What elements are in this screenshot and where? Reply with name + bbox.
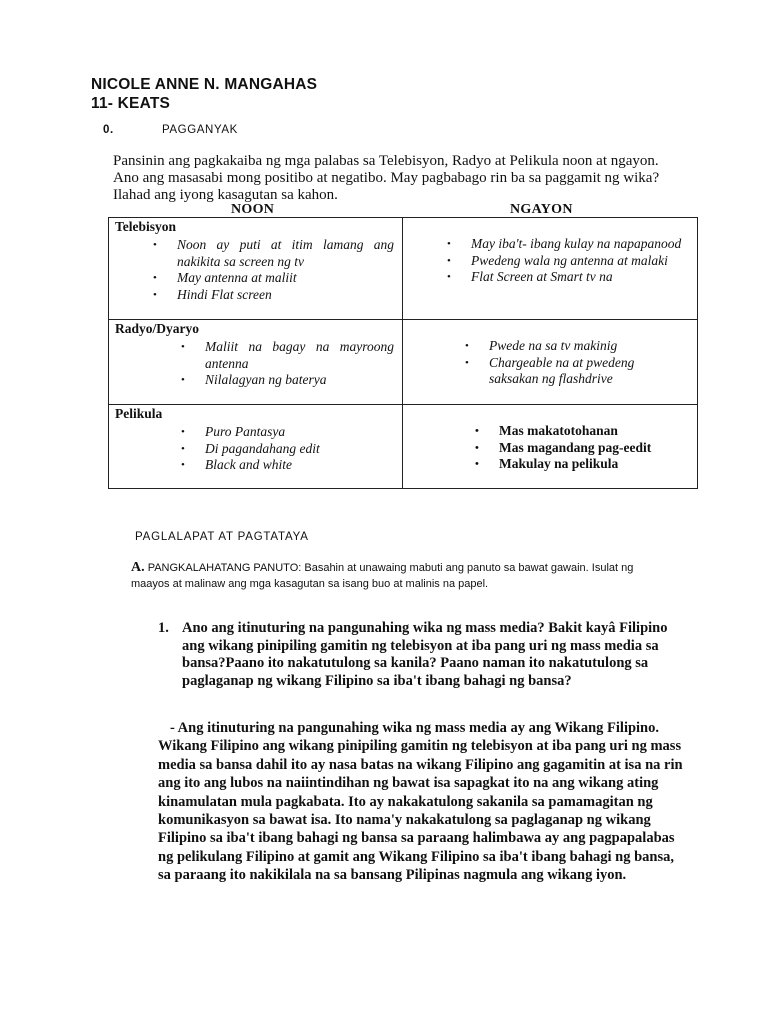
panuto-text: Basahin at unawaing mabuti ang panuto sa bawat gawain. Isulat ng maayos at malinaw ang mga kasagutan sa isang buo at malinis na papel. — [131, 562, 634, 590]
question-number: 1. — [158, 620, 169, 636]
pagganyak-title: PAGGANYAK — [162, 124, 238, 136]
list-item: • Chargeable na at pwedeng saksakan ng flashdrive — [489, 355, 687, 388]
list-item: • May iba't- ibang kulay na napapanood — [471, 236, 687, 253]
list-item: • Di pagandahang edit — [205, 441, 394, 458]
list-item: • Mas magandang pag-eedit — [499, 440, 687, 457]
list-noon-telebisyon — [177, 237, 394, 303]
list-item: • May antenna at maliit — [177, 270, 394, 287]
list-noon-radyo — [205, 339, 394, 389]
list-item: • Nilalagyan ng baterya — [205, 372, 394, 389]
table-row-pelikula — [109, 405, 698, 489]
student-header — [91, 75, 317, 113]
pagganyak-number: 0. — [103, 124, 114, 136]
list-item: • Flat Screen at Smart tv na — [471, 269, 687, 286]
paglalapat-heading: PAGLALAPAT AT PAGTATAYA — [135, 531, 309, 543]
table-row-telebisyon — [109, 218, 698, 320]
list-item: • Hindi Flat screen — [177, 287, 394, 304]
list-noon-pelikula — [205, 424, 394, 474]
list-item: • Makulay na pelikula — [499, 456, 687, 473]
general-instructions — [131, 560, 671, 592]
row-label-pelikula: Pelikula — [115, 406, 163, 421]
student-section: 11- KEATS — [91, 95, 171, 112]
column-header-noon: NOON — [231, 202, 275, 217]
answer-1 — [158, 719, 686, 885]
panuto-letter: A. — [131, 560, 145, 575]
cell-noon-pelikula — [109, 405, 403, 489]
list-item: • Mas makatotohanan — [499, 423, 687, 440]
comparison-table — [108, 217, 698, 489]
row-label-telebisyon: Telebisyon — [115, 219, 177, 234]
list-item: • Pwedeng wala ng antenna at malaki — [471, 253, 687, 270]
panuto-label: PANGKALAHATANG PANUTO: — [147, 562, 302, 574]
pagganyak-heading — [103, 124, 238, 136]
list-ngayon-radyo — [489, 338, 687, 388]
list-item: • Maliit na bagay na mayroong antenna — [205, 339, 394, 372]
student-name: NICOLE ANNE N. MANGAHAS — [91, 76, 318, 93]
list-item: • Pwede na sa tv makinig — [489, 338, 687, 355]
question-1 — [158, 620, 693, 690]
list-item: • Black and white — [205, 457, 394, 474]
cell-noon-telebisyon — [109, 218, 403, 320]
list-ngayon-pelikula — [499, 423, 687, 473]
list-ngayon-telebisyon — [471, 236, 687, 286]
cell-ngayon-telebisyon — [403, 218, 698, 320]
column-header-ngayon: NGAYON — [510, 202, 573, 217]
row-label-radyo: Radyo/Dyaryo — [115, 321, 199, 336]
list-item: • Noon ay puti at itim lamang ang nakikita sa screen ng tv — [177, 237, 394, 270]
table-row-radyo — [109, 320, 698, 405]
answer-text: - Ang itinuturing na pangunahing wika ng mass media ay ang Wikang Filipino. Wikang Filipino ang wikang pinipiling gamitin ng telebisyon at iba pang uri ng mass media sa bansa dahil ito ay nasa batas na wikang Filipino ang gagamitin at isa na rin ang ito ang lubos na naiintindihan ng bawat isa sapagkat ito na ang wikang ating kinamulatan mula pagkabata. Ito ay nakakatulong sakanila sa pamamagitan ng komunikasyon sa bawat isa. Ito nama'y nakakatulong sa paglaganap ng wikang Filipino sa iba't ibang bahagi ng bansa sa paraang halimbawa ay ang pagpapalabas ng pelikulang Filipino at gamit ang Wikang Filipino sa iba't ibang bahagi ng bansa, sa paraang ito nakikilala na sa bansang Pilipinas nagmula ang wikang iyon. — [158, 720, 683, 884]
cell-ngayon-radyo — [403, 320, 698, 405]
list-item: • Puro Pantasya — [205, 424, 394, 441]
cell-ngayon-pelikula — [403, 405, 698, 489]
question-text: Ano ang itinuturing na pangunahing wika ng mass media? Bakit kayâ Filipino ang wikang pinipiling gamitin ng telebisyon at iba pang uri ng mass media sa bansa?Paano ito nakatutulong sa kanila? Paano naman ito nakatutulong sa paglaganap ng wikang Filipino sa iba't ibang bahagi ng bansa? — [182, 620, 668, 689]
pagganyak-instructions: Pansinin ang pagkakaiba ng mga palabas sa Telebisyon, Radyo at Pelikula noon at ngayon. Ano ang masasabi mong positibo at negatibo. May pagbabago rin ba sa paggamit ng wika? Ilahad ang iyong kasagutan sa kahon. — [113, 153, 660, 203]
cell-noon-radyo — [109, 320, 403, 405]
